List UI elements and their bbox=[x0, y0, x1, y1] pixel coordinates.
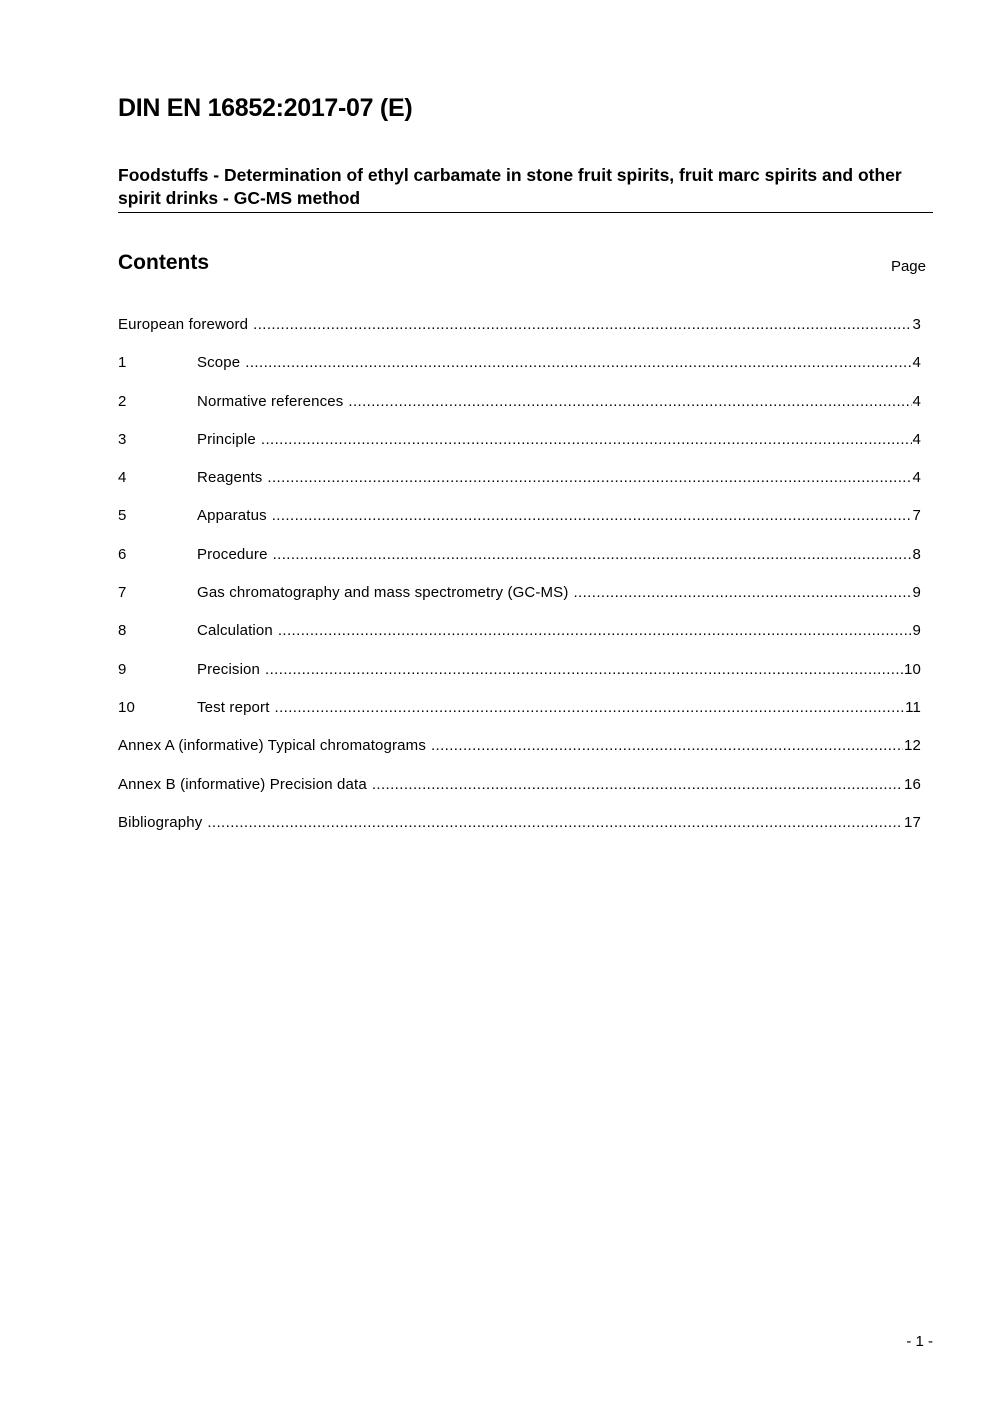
toc-entry-page: 4 bbox=[912, 430, 921, 448]
toc-entry-number: 3 bbox=[118, 430, 127, 448]
toc-entry-reagents[interactable] bbox=[118, 467, 921, 505]
toc-entry-european-foreword[interactable] bbox=[118, 314, 921, 352]
toc-entry-number: 8 bbox=[118, 622, 127, 640]
toc-entry-test-report[interactable] bbox=[118, 697, 921, 735]
toc-leader-dots bbox=[267, 467, 911, 489]
toc-entry-page: 9 bbox=[912, 584, 921, 602]
toc-entry-normative-references[interactable] bbox=[118, 391, 921, 429]
document-id: DIN EN 16852:2017-07 (E) bbox=[118, 94, 413, 122]
toc-entry-title: Annex A (informative) Typical chromatograms bbox=[118, 737, 426, 755]
toc-leader-dots bbox=[275, 697, 905, 719]
toc-entry-page: 4 bbox=[912, 392, 921, 410]
toc-entry-annex-b[interactable] bbox=[118, 774, 921, 812]
document-title: Foodstuffs - Determination of ethyl carbamate in stone fruit spirits, fruit marc spirits and other spirit drinks - GC-MS method bbox=[118, 164, 933, 213]
toc-leader-dots bbox=[273, 544, 912, 566]
toc-leader-dots bbox=[272, 505, 912, 527]
toc-leader-dots bbox=[278, 620, 912, 642]
toc-entry-page: 3 bbox=[912, 316, 921, 333]
toc-leader-dots bbox=[245, 352, 911, 374]
toc-entry-title: Calculation bbox=[197, 622, 273, 640]
toc-entry-number: 7 bbox=[118, 584, 127, 602]
toc-entry-page: 12 bbox=[904, 737, 921, 755]
toc-entry-title: Annex B (informative) Precision data bbox=[118, 775, 367, 793]
toc-entry-number: 5 bbox=[118, 507, 127, 525]
toc-entry-title: Apparatus bbox=[197, 507, 267, 525]
toc-entry-number: 1 bbox=[118, 354, 127, 372]
toc-entry-page: 7 bbox=[912, 507, 921, 525]
toc-leader-dots bbox=[348, 391, 911, 413]
toc-entry-title: Scope bbox=[197, 354, 241, 372]
toc-entry-bibliography[interactable] bbox=[118, 812, 921, 850]
toc-entry-title: Test report bbox=[197, 698, 270, 716]
toc-entry-title: European foreword bbox=[118, 316, 249, 333]
toc-entry-scope[interactable] bbox=[118, 352, 921, 390]
toc-entry-page: 16 bbox=[904, 775, 921, 793]
toc-entry-title: Principle bbox=[197, 430, 256, 448]
page-number: - 1 - bbox=[906, 1333, 933, 1350]
toc-entry-number: 2 bbox=[118, 392, 127, 410]
toc-entry-title: Normative references bbox=[197, 392, 344, 410]
toc-entry-precision[interactable] bbox=[118, 659, 921, 697]
table-of-contents bbox=[118, 314, 921, 850]
toc-entry-page: 10 bbox=[904, 660, 921, 678]
toc-entry-procedure[interactable] bbox=[118, 544, 921, 582]
toc-leader-dots bbox=[265, 659, 903, 681]
toc-entry-number: 6 bbox=[118, 545, 127, 563]
toc-entry-title: Precision bbox=[197, 660, 261, 678]
toc-leader-dots bbox=[431, 735, 903, 757]
toc-entry-page: 11 bbox=[905, 698, 921, 716]
toc-entry-apparatus[interactable] bbox=[118, 505, 921, 543]
page-column-heading: Page bbox=[890, 258, 926, 275]
toc-entry-page: 4 bbox=[912, 354, 921, 372]
toc-entry-number: 10 bbox=[118, 698, 135, 716]
toc-entry-number: 9 bbox=[118, 660, 127, 678]
toc-entry-gc-ms[interactable] bbox=[118, 582, 921, 620]
toc-entry-page: 8 bbox=[912, 545, 921, 563]
toc-leader-dots bbox=[207, 812, 903, 834]
toc-entry-page: 9 bbox=[912, 622, 921, 640]
toc-entry-title: Reagents bbox=[197, 469, 263, 487]
toc-leader-dots bbox=[253, 314, 911, 336]
toc-entry-title: Bibliography bbox=[118, 813, 203, 831]
toc-leader-dots bbox=[372, 774, 903, 796]
contents-heading: Contents bbox=[118, 251, 209, 274]
toc-entry-page: 17 bbox=[904, 813, 921, 831]
toc-entry-annex-a[interactable] bbox=[118, 735, 921, 773]
toc-leader-dots bbox=[261, 429, 912, 451]
toc-leader-dots bbox=[573, 582, 911, 604]
toc-entry-title: Procedure bbox=[197, 545, 268, 563]
toc-entry-number: 4 bbox=[118, 469, 127, 487]
toc-entry-title: Gas chromatography and mass spectrometry (GC-MS) bbox=[197, 584, 569, 602]
toc-entry-principle[interactable] bbox=[118, 429, 921, 467]
toc-entry-page: 4 bbox=[912, 469, 921, 487]
toc-entry-calculation[interactable] bbox=[118, 620, 921, 658]
